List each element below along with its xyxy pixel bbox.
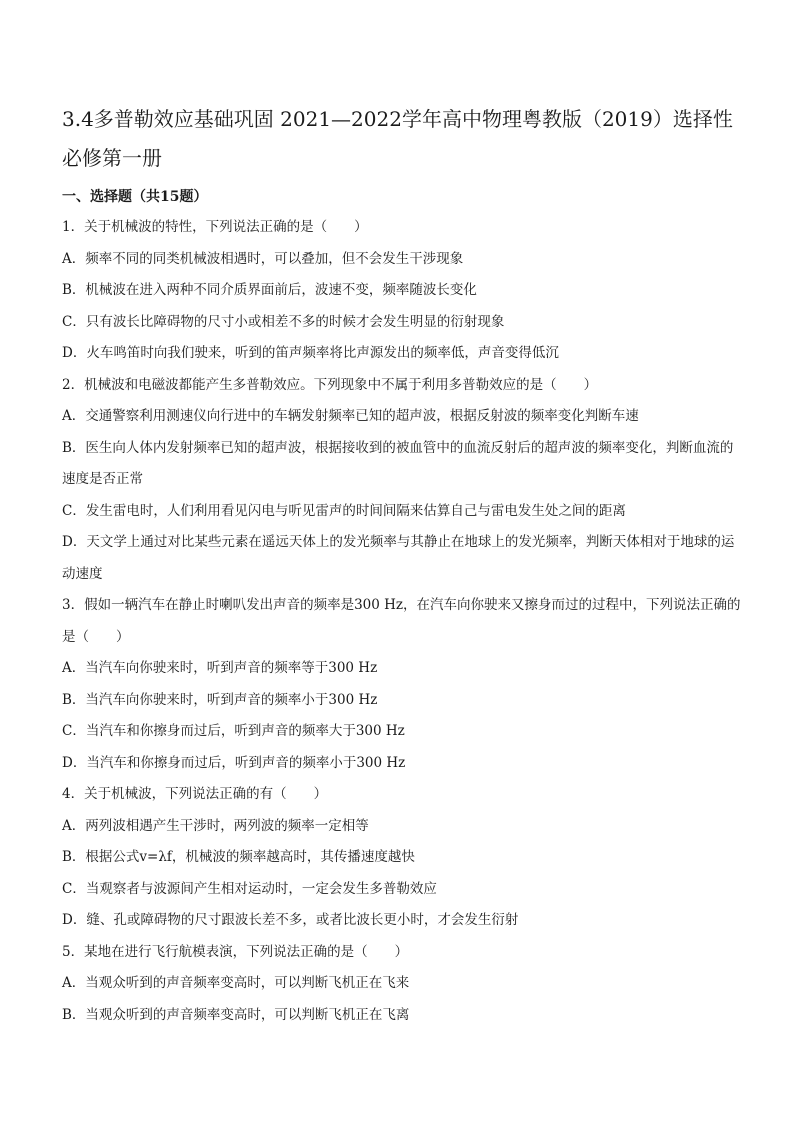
question-option: B．当汽车向你驶来时，听到声音的频率小于300 Hz	[62, 691, 378, 708]
section-heading: 一、选择题（共15题）	[62, 189, 208, 205]
question-option: C．发生雷电时，人们利用看见闪电与听见雷声的时间间隔来估算自己与雷电发生处之间的距离	[62, 502, 626, 519]
question-option: D．缝、孔或障碍物的尺寸跟波长差不多，或者比波长更小时，才会发生衍射	[62, 912, 519, 928]
question-list	[62, 186, 742, 1031]
question-stem: 5．某地在进行飞行航模表演，下列说法正确的是（ ）	[62, 943, 409, 960]
question-stem: 2．机械波和电磁波都能产生多普勒效应。下列现象中不属于利用多普勒效应的是（ ）	[62, 376, 598, 393]
question-option: A．交通警察利用测速仪向行进中的车辆发射频率已知的超声波，根据反射波的频率变化判断车速	[62, 408, 639, 424]
question-stem: 3．假如一辆汽车在静止时喇叭发出声音的频率是300 Hz，在汽车向你驶来又擦身而过的过程中，下列说法正确的是（ ）	[62, 597, 741, 645]
question-option: B．当观众听到的声音频率变高时，可以判断飞机正在飞离	[62, 1006, 410, 1023]
question-stem: 1．关于机械波的特性，下列说法正确的是（ ）	[62, 219, 368, 235]
question-option: A．当汽车向你驶来时，听到声音的频率等于300 Hz	[62, 660, 378, 676]
question-option: A．两列波相遇产生干涉时，两列波的频率一定相等	[62, 817, 369, 834]
question-option: B．机械波在进入两种不同介质界面前后，波速不变，频率随波长变化	[62, 282, 477, 298]
question-option: B．根据公式v=λf，机械波的频率越高时，其传播速度越快	[62, 849, 415, 865]
question-option: C．当汽车和你擦身而过后，听到声音的频率大于300 Hz	[62, 723, 405, 739]
question-option: C．只有波长比障碍物的尺寸小或相差不多的时候才会发生明显的衍射现象	[62, 313, 505, 330]
question-option: C．当观察者与波源间产生相对运动时，一定会发生多普勒效应	[62, 880, 437, 897]
question-option: D．火车鸣笛时向我们驶来，听到的笛声频率将比声源发出的频率低，声音变得低沉	[62, 345, 559, 361]
question-option: B．医生向人体内发射频率已知的超声波，根据接收到的被血管中的血流反射后的超声波的频率变化，判断血流的速度是否正常	[62, 439, 734, 487]
document-title: 3.4多普勒效应基础巩固 2021—2022学年高中物理粤教版（2019）选择性必修第一册	[62, 107, 733, 170]
question-option: D．当汽车和你擦身而过后，听到声音的频率小于300 Hz	[62, 754, 406, 771]
question-option: D．天文学上通过对比某些元素在遥远天体上的发光频率与其静止在地球上的发光频率，判断天体相对于地球的运动速度	[62, 534, 735, 582]
question-stem: 4．关于机械波，下列说法正确的有（ ）	[62, 786, 328, 802]
question-option: A．频率不同的同类机械波相遇时，可以叠加，但不会发生干涉现象	[62, 250, 464, 267]
question-option: A．当观众听到的声音频率变高时，可以判断飞机正在飞来	[62, 975, 410, 991]
